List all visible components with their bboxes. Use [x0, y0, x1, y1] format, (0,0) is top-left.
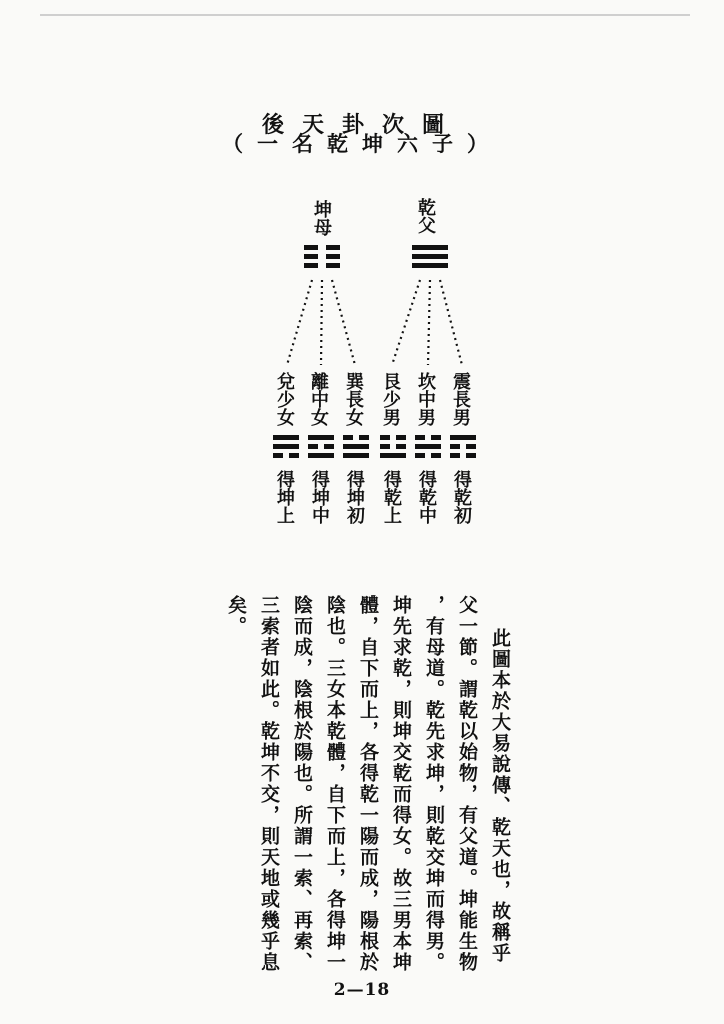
yin-line	[415, 453, 441, 458]
connector-qian-gen	[392, 280, 420, 365]
yin-line	[415, 435, 441, 440]
trigram-xun	[343, 435, 369, 458]
yin-segment	[415, 435, 425, 440]
yin-segment	[466, 453, 476, 458]
yin-segment	[380, 444, 390, 449]
yin-line	[273, 453, 299, 458]
yin-line	[450, 453, 476, 458]
yin-line	[308, 444, 334, 449]
commentary-column-2: 父一節。謂乾以始物，有父道。坤能生物	[456, 595, 478, 973]
trigram-dui	[273, 435, 299, 458]
yang-line	[308, 453, 334, 458]
child-label-dui: 兌少女	[274, 372, 295, 426]
yang-line	[343, 444, 369, 449]
yang-line	[380, 453, 406, 458]
gain-label-zhen: 得乾初	[451, 470, 472, 524]
yin-segment	[396, 444, 406, 449]
gain-label-gen: 得乾上	[381, 470, 402, 524]
yin-segment	[431, 453, 441, 458]
yin-segment	[324, 444, 334, 449]
yang-segment	[450, 435, 476, 440]
yin-segment	[466, 444, 476, 449]
yin-segment	[380, 435, 390, 440]
gain-label-kan: 得乾中	[416, 470, 437, 524]
yang-segment	[308, 435, 334, 440]
connector-qian-zhen	[440, 280, 462, 365]
gain-label-dui: 得坤上	[274, 470, 295, 524]
gain-label-li: 得坤中	[309, 470, 330, 524]
yin-segment	[450, 444, 460, 449]
yin-segment	[308, 444, 318, 449]
yang-segment	[273, 435, 299, 440]
yin-segment	[273, 453, 283, 458]
yin-segment	[359, 435, 369, 440]
yin-segment	[289, 453, 299, 458]
yang-segment	[343, 453, 369, 458]
yang-segment	[308, 453, 334, 458]
diagram-subtitle: （一名乾坤六子）	[222, 131, 502, 156]
gain-label-xun: 得坤初	[344, 470, 365, 524]
yin-line	[380, 435, 406, 440]
commentary-column-6: 陰也。三女本乾體，自下而上，各得坤一	[324, 595, 346, 973]
commentary-column-5: 體，自下而上，各得乾一陽而成，陽根於	[357, 595, 379, 973]
child-label-gen: 艮少男	[380, 372, 401, 426]
yang-line	[308, 435, 334, 440]
commentary-column-7: 陰而成，陰根於陽也。所謂一索、再索、	[291, 595, 313, 973]
yang-segment	[343, 444, 369, 449]
yang-segment	[273, 444, 299, 449]
trigram-li	[308, 435, 334, 458]
yang-line	[450, 435, 476, 440]
yin-line	[450, 444, 476, 449]
trigram-zhen	[450, 435, 476, 458]
yin-line	[343, 435, 369, 440]
trigram-gen	[380, 435, 406, 458]
parent-label-qian: 乾父	[415, 198, 436, 234]
commentary-column-8: 三索者如此。乾坤不交，則天地或幾乎息	[258, 595, 280, 973]
parent-label-kun: 坤母	[311, 200, 332, 236]
connector-kun-dui	[287, 280, 312, 365]
yang-line	[273, 435, 299, 440]
yin-segment	[415, 453, 425, 458]
yang-line	[415, 444, 441, 449]
connector-qian-kan	[428, 280, 430, 365]
child-label-xun: 巽長女	[343, 372, 364, 426]
yin-segment	[450, 453, 460, 458]
yang-segment	[415, 444, 441, 449]
connector-kun-li	[321, 280, 322, 365]
yin-line	[380, 444, 406, 449]
child-label-li: 離中女	[308, 372, 329, 426]
commentary-column-1: 此圖本於大易說傳、乾天也，故稱乎	[489, 628, 511, 964]
page-number: 2—18	[333, 980, 391, 1000]
trigram-kan	[415, 435, 441, 458]
yin-segment	[396, 435, 406, 440]
child-label-kan: 坎中男	[415, 372, 436, 426]
yang-segment	[380, 453, 406, 458]
diagram-title: 後天卦次圖	[261, 112, 462, 138]
connector-kun-xun	[332, 280, 355, 365]
yang-line	[273, 444, 299, 449]
commentary-column-4: 坤先求乾，則坤交乾而得女。故三男本坤	[390, 595, 412, 973]
child-label-zhen: 震長男	[450, 372, 471, 426]
yang-line	[343, 453, 369, 458]
commentary-column-3: ，有母道。乾先求坤，則乾交坤而得男。	[423, 595, 445, 973]
commentary-column-9: 矣。	[225, 595, 247, 637]
yin-segment	[431, 435, 441, 440]
yin-segment	[343, 435, 353, 440]
